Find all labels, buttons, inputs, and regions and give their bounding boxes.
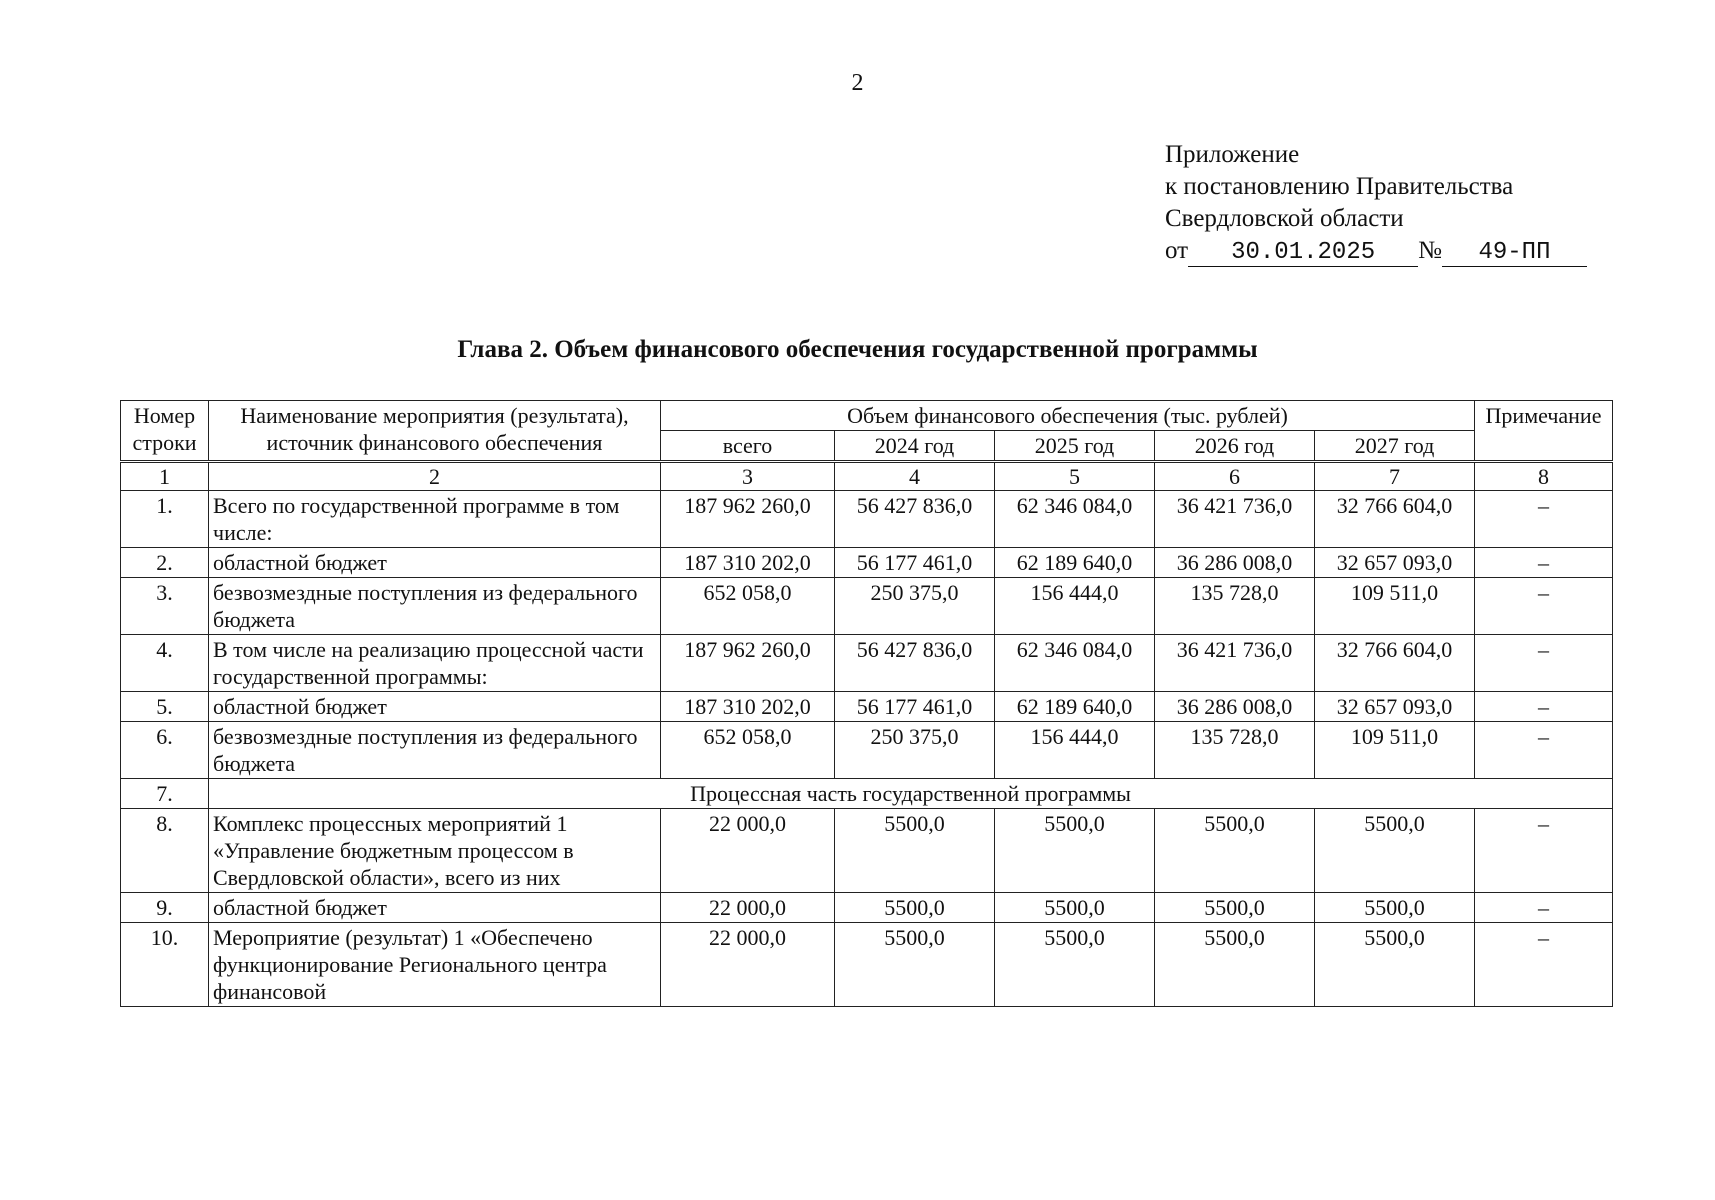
cell-2024: 250 375,0 [835, 722, 995, 779]
cell-2027: 32 657 093,0 [1315, 692, 1475, 722]
cell-2024: 250 375,0 [835, 578, 995, 635]
table-row [121, 923, 1613, 1007]
cell-2025: 62 346 084,0 [995, 491, 1155, 548]
cell-2024: 5500,0 [835, 923, 995, 1007]
header-total: всего [661, 431, 835, 462]
cell-2026: 5500,0 [1155, 923, 1315, 1007]
appendix-block [1165, 139, 1587, 267]
table-row [121, 722, 1613, 779]
column-number: 5 [995, 462, 1155, 491]
appendix-region-line: Свердловской области [1165, 205, 1404, 232]
header-2025: 2025 год [995, 431, 1155, 462]
column-number: 8 [1475, 462, 1613, 491]
cell-note: – [1475, 722, 1613, 779]
table-row [121, 893, 1613, 923]
cell-2024: 56 427 836,0 [835, 635, 995, 692]
number-prefix: № [1418, 237, 1442, 264]
cell-2024: 5500,0 [835, 893, 995, 923]
cell-total: 187 310 202,0 [661, 548, 835, 578]
column-number: 3 [661, 462, 835, 491]
cell-2025: 156 444,0 [995, 578, 1155, 635]
row-number: 7. [121, 779, 209, 809]
cell-note: – [1475, 893, 1613, 923]
cell-2024: 56 177 461,0 [835, 692, 995, 722]
cell-total: 187 962 260,0 [661, 491, 835, 548]
table-row [121, 548, 1613, 578]
table-row [121, 809, 1613, 893]
row-name: областной бюджет [209, 548, 661, 578]
section-title: Процессная часть государственной программы [209, 779, 1613, 809]
cell-note: – [1475, 578, 1613, 635]
cell-2026: 36 421 736,0 [1155, 635, 1315, 692]
cell-2026: 36 286 008,0 [1155, 692, 1315, 722]
cell-2027: 32 766 604,0 [1315, 635, 1475, 692]
header-row-1 [121, 401, 1613, 431]
column-number: 2 [209, 462, 661, 491]
cell-total: 187 310 202,0 [661, 692, 835, 722]
cell-2026: 36 421 736,0 [1155, 491, 1315, 548]
cell-2024: 5500,0 [835, 809, 995, 893]
header-2026: 2026 год [1155, 431, 1315, 462]
cell-2025: 62 189 640,0 [995, 692, 1155, 722]
row-number: 6. [121, 722, 209, 779]
cell-2027: 109 511,0 [1315, 578, 1475, 635]
row-name: безвозмездные поступления из федерального бюджета [209, 578, 661, 635]
header-row-number: Номер строки [121, 401, 209, 462]
cell-2024: 56 427 836,0 [835, 491, 995, 548]
cell-2027: 5500,0 [1315, 923, 1475, 1007]
header-note: Примечание [1475, 401, 1613, 462]
cell-2024: 56 177 461,0 [835, 548, 995, 578]
column-number: 6 [1155, 462, 1315, 491]
cell-2026: 5500,0 [1155, 809, 1315, 893]
cell-2027: 109 511,0 [1315, 722, 1475, 779]
page-number: 2 [851, 70, 864, 96]
header-volume: Объем финансового обеспечения (тыс. рублей) [661, 401, 1475, 431]
cell-2025: 5500,0 [995, 923, 1155, 1007]
cell-note: – [1475, 692, 1613, 722]
header-2024: 2024 год [835, 431, 995, 462]
row-number: 2. [121, 548, 209, 578]
row-number: 8. [121, 809, 209, 893]
row-name: В том числе на реализацию процессной части государственной программы: [209, 635, 661, 692]
cell-total: 187 962 260,0 [661, 635, 835, 692]
cell-note: – [1475, 809, 1613, 893]
table-row [121, 491, 1613, 548]
column-number: 7 [1315, 462, 1475, 491]
row-number: 5. [121, 692, 209, 722]
cell-note: – [1475, 635, 1613, 692]
cell-2026: 135 728,0 [1155, 722, 1315, 779]
cell-2027: 32 766 604,0 [1315, 491, 1475, 548]
cell-total: 22 000,0 [661, 923, 835, 1007]
column-number: 4 [835, 462, 995, 491]
cell-2026: 5500,0 [1155, 893, 1315, 923]
decree-date: 30.01.2025 [1188, 240, 1418, 267]
cell-2026: 135 728,0 [1155, 578, 1315, 635]
row-name: областной бюджет [209, 893, 661, 923]
cell-note: – [1475, 491, 1613, 548]
row-name: Мероприятие (результат) 1 «Обеспечено функционирование Регионального центра финансовой [209, 923, 661, 1007]
cell-2025: 5500,0 [995, 893, 1155, 923]
row-number: 10. [121, 923, 209, 1007]
cell-note: – [1475, 923, 1613, 1007]
row-number: 1. [121, 491, 209, 548]
header-name: Наименование мероприятия (результата), источник финансового обеспечения [209, 401, 661, 462]
row-name: Всего по государственной программе в том числе: [209, 491, 661, 548]
cell-2025: 5500,0 [995, 809, 1155, 893]
cell-total: 22 000,0 [661, 893, 835, 923]
cell-2027: 5500,0 [1315, 893, 1475, 923]
cell-total: 22 000,0 [661, 809, 835, 893]
column-numbers-row [121, 462, 1613, 491]
table-row [121, 578, 1613, 635]
chapter-title: Глава 2. Объем финансового обеспечения государственной программы [457, 336, 1258, 363]
cell-2025: 62 346 084,0 [995, 635, 1155, 692]
table-row [121, 635, 1613, 692]
row-number: 9. [121, 893, 209, 923]
cell-2025: 62 189 640,0 [995, 548, 1155, 578]
row-name: безвозмездные поступления из федерального бюджета [209, 722, 661, 779]
date-prefix: от [1165, 237, 1189, 264]
row-name: Комплекс процессных мероприятий 1 «Управление бюджетным процессом в Свердловской области», всего из них [209, 809, 661, 893]
cell-2027: 32 657 093,0 [1315, 548, 1475, 578]
row-number: 3. [121, 578, 209, 635]
row-number: 4. [121, 635, 209, 692]
cell-2027: 5500,0 [1315, 809, 1475, 893]
appendix-date-line [1165, 235, 1587, 267]
cell-2026: 36 286 008,0 [1155, 548, 1315, 578]
financing-table [120, 400, 1613, 1007]
section-row [121, 779, 1613, 809]
cell-2025: 156 444,0 [995, 722, 1155, 779]
decree-number: 49-ПП [1442, 240, 1587, 267]
cell-total: 652 058,0 [661, 578, 835, 635]
column-number: 1 [121, 462, 209, 491]
row-name: областной бюджет [209, 692, 661, 722]
header-2027: 2027 год [1315, 431, 1475, 462]
table-row [121, 692, 1613, 722]
cell-note: – [1475, 548, 1613, 578]
appendix-title: Приложение [1165, 141, 1300, 168]
cell-total: 652 058,0 [661, 722, 835, 779]
appendix-decree-line: к постановлению Правительства [1165, 173, 1514, 200]
